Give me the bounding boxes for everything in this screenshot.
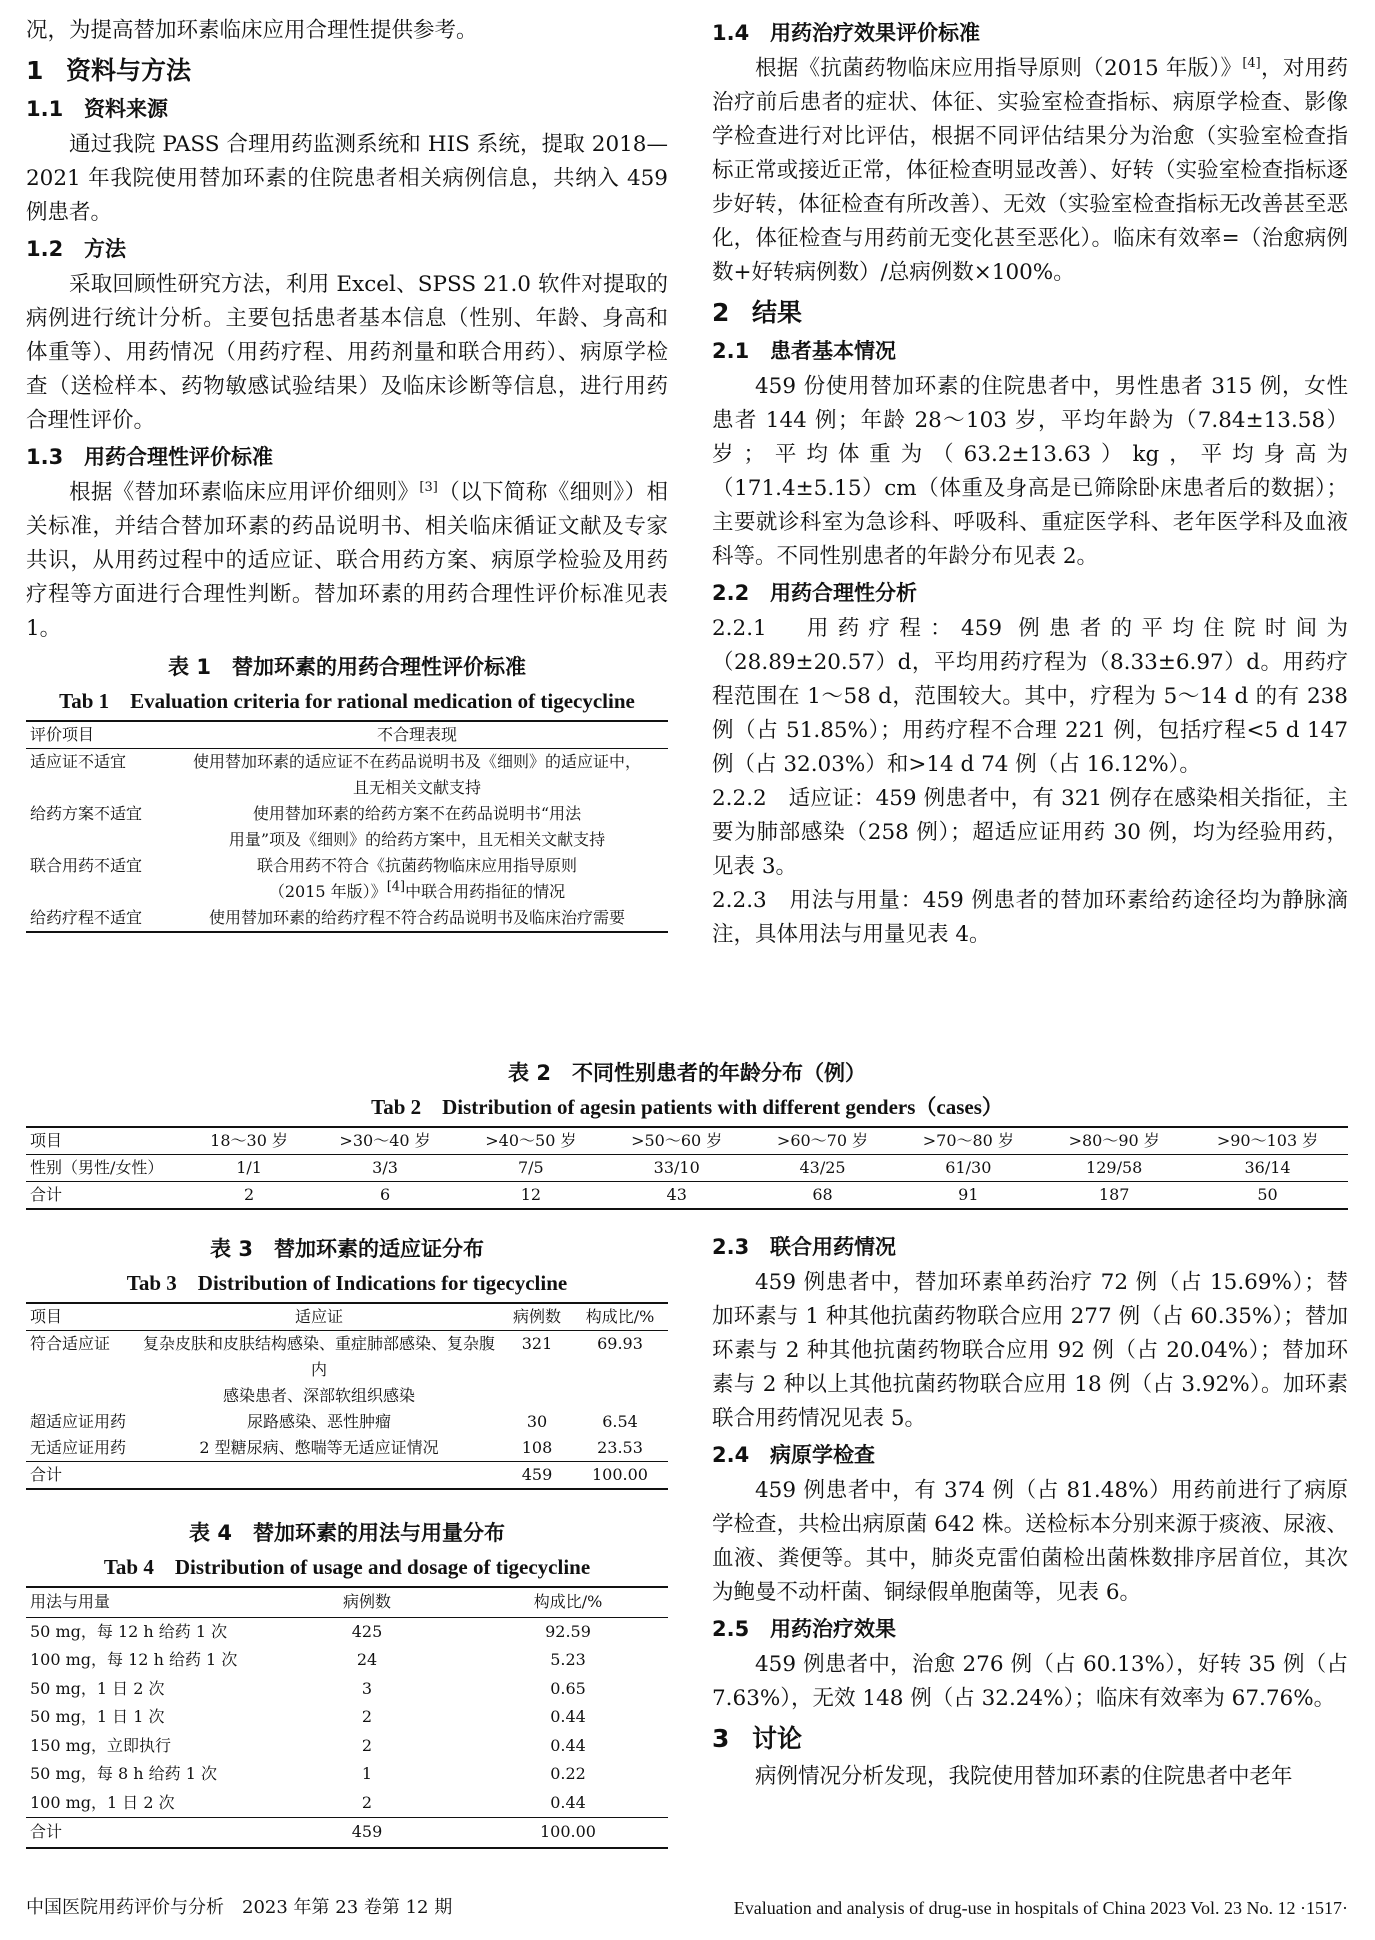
section-title: 方法 <box>84 237 126 261</box>
section-number: 1 <box>26 56 44 85</box>
cell-line: 使用替加环素的给药方案不在药品说明书“用法 <box>252 804 582 823</box>
cell: 无适应证用药 <box>30 1438 127 1457</box>
section-2-5-heading <box>712 1612 1348 1646</box>
section-2-2-1-body: 2.2.1 用药疗程：459 例患者的平均住院时间为（28.89±20.57）d，平均用药疗程为（8.33±6.97）d。用药疗程范围在 1～58 d，范围较大。其中，疗程为 5～14 d 的有 238 例（占 51.85%）；用药疗程不合理 221 例，包括疗程<5 d 147 例（占 32.03%）和>14 d 74 例（占 16.12%）。 <box>712 616 1348 777</box>
cell: 12 <box>458 1182 604 1210</box>
table-row-total <box>26 1182 1348 1210</box>
cell: 33/10 <box>653 1158 700 1177</box>
table-row <box>26 1435 668 1462</box>
cell: 超适应证用药 <box>30 1412 127 1431</box>
right-column-bottom <box>712 1228 1348 1794</box>
section-title: 患者基本情况 <box>770 339 896 363</box>
column-header: 项目 <box>26 1127 186 1155</box>
cell: 92.59 <box>545 1621 591 1641</box>
cell: 3 <box>361 1678 373 1698</box>
cell: 187 <box>1041 1182 1187 1210</box>
cell: 61/30 <box>945 1158 992 1177</box>
cell: 2 <box>361 1792 373 1812</box>
cell: 2 <box>361 1707 373 1726</box>
column-header: >60～70 岁 <box>750 1127 896 1155</box>
cell: 50 mg，每 12 h 给药 1 次 <box>30 1621 228 1641</box>
table-2 <box>26 1126 1348 1210</box>
citation-ref[interactable]: [4] <box>1242 55 1261 71</box>
section-1-3-body <box>26 476 668 646</box>
section-title: 用药合理性评价标准 <box>84 445 273 469</box>
section-title: 资料与方法 <box>66 56 192 85</box>
section-number: 1.4 <box>712 21 750 45</box>
cell: 使用替加环素的给药疗程不符合药品说明书及临床治疗需要 <box>166 905 668 932</box>
column-header: 病例数 <box>502 1303 572 1331</box>
cell: 100 mg，1 日 2 次 <box>30 1792 175 1812</box>
right-column-top <box>712 14 1348 952</box>
cell: 425 <box>351 1621 383 1641</box>
cell: 43/25 <box>799 1158 846 1177</box>
column-header: 18～30 岁 <box>186 1127 312 1155</box>
section-2-1-body: 459 份使用替加环素的住院患者中，男性患者 315 例，女性患者 144 例；年龄 28～103 岁，平均年龄为（7.84±13.58）岁；平均体重为（63.2±13.63）kg，平均身高为（171.4±5.15）cm（体重及身高是已筛除卧床患者后的数据）；主要就诊科室为急诊科、呼吸科、重症医学科、老年医学科及血液科等。不同性别患者的年龄分布见表 2。 <box>712 374 1348 569</box>
cell: 459 <box>266 1818 468 1848</box>
section-title: 资料来源 <box>84 97 168 121</box>
cell: 2 <box>361 1735 373 1755</box>
cell: 合计 <box>26 1818 266 1848</box>
column-header: 适应证 <box>136 1303 502 1331</box>
cell: 50 mg，1 日 2 次 <box>30 1678 165 1698</box>
cell: 0.44 <box>550 1707 586 1726</box>
section-2-4-heading <box>712 1438 1348 1472</box>
section-title: 结果 <box>752 298 803 327</box>
section-2-5-body: 459 例患者中，治愈 276 例（占 60.13%），好转 35 例（占 7.63%），无效 148 例（占 32.24%）；临床有效率为 67.76%。 <box>712 1652 1348 1711</box>
column-header: 构成比/% <box>468 1587 668 1617</box>
table-row <box>26 1155 1348 1182</box>
column-header: 不合理表现 <box>166 721 668 749</box>
table-3 <box>26 1302 668 1490</box>
intro-tail: 况，为提高替加环素临床应用合理性提供参考。 <box>26 18 478 43</box>
section-2-heading <box>712 296 1348 330</box>
cell: 合计 <box>26 1182 186 1210</box>
cell: 6.54 <box>602 1412 638 1431</box>
section-title: 讨论 <box>752 1724 803 1753</box>
section-title: 联合用药情况 <box>770 1235 896 1259</box>
column-header: >90～103 岁 <box>1187 1127 1348 1155</box>
section-2-2-heading <box>712 576 1348 610</box>
cell: 100.00 <box>572 1462 668 1490</box>
section-2-1-heading <box>712 334 1348 368</box>
table-row <box>26 1409 668 1435</box>
column-header: 病例数 <box>266 1587 468 1617</box>
cell: 43 <box>604 1182 750 1210</box>
section-2-3-heading <box>712 1230 1348 1264</box>
table-4 <box>26 1586 668 1849</box>
cell: 1/1 <box>236 1158 262 1177</box>
cell <box>166 801 668 853</box>
cell: 91 <box>895 1182 1041 1210</box>
cell: 联合用药不适宜 <box>30 856 143 875</box>
column-header: >50～60 岁 <box>604 1127 750 1155</box>
table-2-block <box>26 1052 1348 1210</box>
section-number: 2.3 <box>712 1235 750 1259</box>
cell: 100.00 <box>468 1818 668 1848</box>
section-number: 2.2 <box>712 581 750 605</box>
table-row <box>26 853 668 905</box>
cell: 68 <box>750 1182 896 1210</box>
section-number: 2 <box>712 298 730 327</box>
table-row <box>26 1789 668 1818</box>
section-1-4-heading <box>712 16 1348 50</box>
section-title: 用药治疗效果评价标准 <box>770 21 980 45</box>
table-row-total <box>26 1462 668 1490</box>
section-1-4-body <box>712 52 1348 290</box>
cell <box>136 1462 502 1490</box>
table-row <box>26 1675 668 1704</box>
section-number: 1.1 <box>26 97 64 121</box>
cell: 30 <box>526 1412 548 1431</box>
cell: 50 mg，每 8 h 给药 1 次 <box>30 1764 217 1783</box>
column-header: 用法与用量 <box>26 1587 266 1617</box>
table-2-caption-en: Tab 2 Distribution of agesin patients with different genders（cases） <box>371 1095 1003 1119</box>
cell: 合计 <box>26 1462 136 1490</box>
section-2-2-2-body: 2.2.2 适应证：459 例患者中，有 321 例存在感染相关指征，主要为肺部感染（258 例）；超适应证用药 30 例，均为经验用药，见表 3。 <box>712 786 1348 879</box>
cell: 50 mg，1 日 1 次 <box>30 1707 165 1726</box>
cell: 150 mg，立即执行 <box>30 1735 172 1755</box>
table-row <box>26 905 668 932</box>
table-1 <box>26 720 668 933</box>
cell-line: 用量”项及《细则》的给药方案中，且无相关文献支持 <box>228 830 606 849</box>
cell <box>136 1331 502 1410</box>
table-row-total <box>26 1818 668 1848</box>
section-2-3-body: 459 例患者中，替加环素单药治疗 72 例（占 15.69%）；替加环素与 1 种其他抗菌药物联合应用 277 例（占 60.35%）；替加环素与 2 种其他抗菌药物联合应用 92 例（占 20.04%）；替加环素与 2 种以上其他抗菌药物联合应用 18 例（占 3.92%）。加环素联合用药情况见表 5。 <box>712 1270 1348 1431</box>
table-3-caption-en: Tab 3 Distribution of Indications for tigecycline <box>126 1271 568 1295</box>
column-header: 构成比/% <box>572 1303 668 1331</box>
section-3-body: 病例情况分析发现，我院使用替加环素的住院患者中老年 <box>755 1764 1293 1789</box>
citation-ref[interactable]: [3] <box>419 479 438 495</box>
cell: 0.44 <box>550 1792 586 1812</box>
cell: 5.23 <box>550 1650 586 1669</box>
table-3-caption-cn: 表 3 替加环素的适应证分布 <box>210 1237 484 1261</box>
cell: 129/58 <box>1086 1158 1143 1177</box>
body-text: 根据《抗菌药物临床应用指导原则（2015 年版）》 <box>755 56 1243 81</box>
cell: 3/3 <box>372 1158 398 1177</box>
cell-line: 感染患者、深部软组织感染 <box>222 1386 415 1405</box>
column-header: 评价项目 <box>26 721 166 749</box>
left-column-bottom <box>26 1228 668 1849</box>
journal-name-en: Evaluation and analysis of drug-use in hospitals of China 2023 Vol. 23 No. 12 ·1517· <box>733 1898 1348 1918</box>
cell-text: （2015 年版）》 <box>268 882 387 901</box>
table-4-caption-cn: 表 4 替加环素的用法与用量分布 <box>189 1521 505 1545</box>
cell: 23.53 <box>597 1438 643 1457</box>
section-number: 1.2 <box>26 237 64 261</box>
column-header: >70～80 岁 <box>895 1127 1041 1155</box>
cell-line: 使用替加环素的适应证不在药品说明书及《细则》的适应证中， <box>192 752 641 771</box>
cell <box>166 853 668 905</box>
cell: 7/5 <box>517 1158 544 1177</box>
section-1-2-heading <box>26 232 668 266</box>
cell: 36/14 <box>1244 1158 1291 1177</box>
section-title: 病原学检查 <box>770 1443 875 1467</box>
section-title: 用药治疗效果 <box>770 1617 896 1641</box>
section-number: 2.1 <box>712 339 750 363</box>
cell: 适应证不适宜 <box>30 752 127 771</box>
cell: 符合适应证 <box>30 1334 111 1353</box>
section-number: 3 <box>712 1724 730 1753</box>
section-2-2-3-body: 2.2.3 用法与用量：459 例患者的替加环素给药途径均为静脉滴注，具体用法与用量见表 4。 <box>712 888 1348 947</box>
column-header: >30～40 岁 <box>312 1127 458 1155</box>
cell: 0.44 <box>550 1735 586 1755</box>
table-row <box>26 801 668 853</box>
section-1-1-body: 通过我院 PASS 合理用药监测系统和 HIS 系统，提取 2018—2021 年我院使用替加环素的住院患者相关病例信息，共纳入 459 例患者。 <box>26 132 668 225</box>
section-2-4-body: 459 例患者中，有 374 例（占 81.48%）用药前进行了病原学检查，共检出病原菌 642 株。送检标本分别来源于痰液、尿液、血液、粪便等。其中，肺炎克雷伯菌检出菌株数排序居首位，其次为鲍曼不动杆菌、铜绿假单胞菌等，见表 6。 <box>712 1478 1348 1605</box>
cell-line: 联合用药不符合《抗菌药物临床应用指导原则 <box>256 856 577 875</box>
citation-ref[interactable]: [4] <box>386 879 406 895</box>
column-header: >80～90 岁 <box>1041 1127 1187 1155</box>
cell: 给药疗程不适宜 <box>26 905 166 932</box>
cell-line: 复杂皮肤和皮肤结构感染、重症肺部感染、复杂腹内 <box>142 1334 495 1379</box>
table-row <box>26 1617 668 1646</box>
body-text: 根据《替加环素临床应用评价细则》 <box>69 480 420 505</box>
cell: 尿路感染、恶性肿瘤 <box>246 1412 391 1431</box>
cell-line <box>170 879 664 905</box>
table-4-caption-en: Tab 4 Distribution of usage and dosage of tigecycline <box>103 1555 591 1579</box>
cell <box>166 749 668 802</box>
cell: 100 mg，每 12 h 给药 1 次 <box>30 1650 238 1669</box>
journal-name-cn: 中国医院用药评价与分析 2023 年第 23 卷第 12 期 <box>26 1897 453 1918</box>
cell: 1 <box>361 1764 373 1783</box>
cell: 0.65 <box>550 1678 586 1698</box>
cell: 321 <box>521 1334 553 1353</box>
cell: 2 <box>186 1182 312 1210</box>
cell: 6 <box>312 1182 458 1210</box>
table-row <box>26 1646 668 1675</box>
section-1-1-heading <box>26 92 668 126</box>
section-number: 2.4 <box>712 1443 750 1467</box>
cell: 0.22 <box>550 1764 586 1783</box>
body-text: （以下简称《细则》）相关标准，并结合替加环素的药品说明书、相关临床循证文献及专家共识，从用药过程中的适应证、联合用药方案、病原学检验及用药疗程等方面进行合理性判断。替加环素的用药合理性评价标准见表 1。 <box>26 480 668 641</box>
left-column-top <box>26 14 668 933</box>
column-header: 项目 <box>26 1303 136 1331</box>
table-row <box>26 1331 668 1410</box>
cell: 性别（男性/女性） <box>30 1158 164 1177</box>
column-header: >40～50 岁 <box>458 1127 604 1155</box>
table-2-caption-cn: 表 2 不同性别患者的年龄分布（例） <box>508 1061 866 1085</box>
section-1-3-heading <box>26 440 668 474</box>
section-3-heading <box>712 1722 1348 1756</box>
table-1-caption-cn: 表 1 替加环素的用药合理性评价标准 <box>168 655 526 679</box>
table-row <box>26 1703 668 1732</box>
section-number: 1.3 <box>26 445 64 469</box>
section-1-heading <box>26 54 668 88</box>
cell-line: 且无相关文献支持 <box>352 778 481 797</box>
cell: 2 型糖尿病、憋喘等无适应证情况 <box>199 1438 439 1457</box>
cell: 108 <box>521 1438 553 1457</box>
body-text: ，对用药治疗前后患者的症状、体征、实验室检查指标、病原学检查、影像学检查进行对比评估，根据不同评估结果分为治愈（实验室检查指标正常或接近正常，体征检查明显改善）、好转（实验室检查指标逐步好转，体征检查有所改善）、无效（实验室检查指标无改善甚至恶化，体征检查与用药前无变化甚至恶化）。临床有效率=（治愈病例数+好转病例数）/总病例数×100%。 <box>712 56 1348 285</box>
table-row <box>26 1760 668 1789</box>
section-1-2-body: 采取回顾性研究方法，利用 Excel、SPSS 21.0 软件对提取的病例进行统计分析。主要包括患者基本信息（性别、年龄、身高和体重等）、用药情况（用药疗程、用药剂量和联合用药）、病原学检查（送检样本、药物敏感试验结果）及临床诊断等信息，进行用药合理性评价。 <box>26 272 668 433</box>
cell: 给药方案不适宜 <box>30 804 143 823</box>
section-number: 2.5 <box>712 1617 750 1641</box>
section-title: 用药合理性分析 <box>770 581 917 605</box>
cell: 69.93 <box>597 1334 643 1353</box>
cell: 50 <box>1187 1182 1348 1210</box>
cell-text: 中联合用药指征的情况 <box>405 882 566 901</box>
table-row <box>26 749 668 802</box>
cell: 459 <box>502 1462 572 1490</box>
table-row <box>26 1732 668 1761</box>
cell: 24 <box>356 1650 378 1669</box>
table-1-caption-en: Tab 1 Evaluation criteria for rational medication of tigecycline <box>59 689 635 713</box>
